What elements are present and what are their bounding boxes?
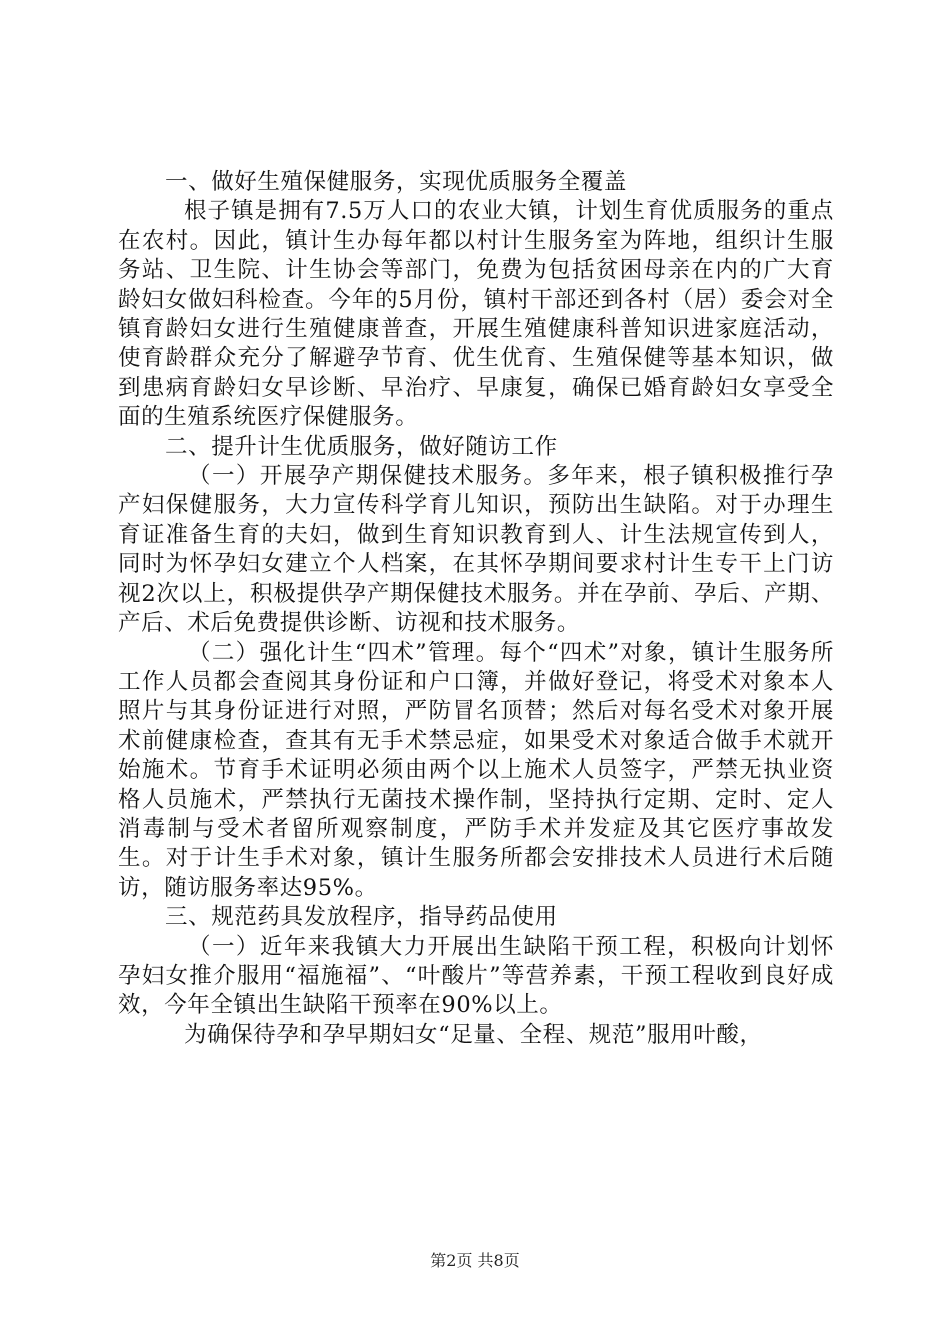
body-paragraph-5: 为确保待孕和孕早期妇女“足量、全程、规范”服用叶酸，: [184, 1021, 763, 1048]
section-heading-3: 三、规范药具发放程序，指导药品使用: [165, 904, 558, 931]
section-heading-1: 一、做好生殖保健服务，实现优质服务全覆盖: [165, 169, 628, 195]
body-paragraph-1: 根子镇是拥有7.5万人口的农业大镇，计划生育优质服务的重点在农村。因此，镇计生办每年都以村计生服务室为阵地，组织计生服务站、卫生院、计生协会等部门，免费为包括贫困母亲在内的广大育龄妇女做妇科检查。今年的5月份，镇村干部还到各村（居）委会对全镇育龄妇女进行生殖健康普查，开展生殖健康科普知识进家庭活动，使育龄群众充分了解避孕节育、优生优育、生殖保健等基本知识，做到患病育龄妇女早诊断、早治疗、早康复，确保已婚育龄妇女享受全面的生殖系统医疗保健服务。: [118, 198, 834, 431]
document-body: [118, 168, 834, 1050]
body-paragraph-2: （一）开展孕产期保健技术服务。多年来，根子镇积极推行孕产妇保健服务，大力宣传科学育儿知识，预防出生缺陷。对于办理生育证准备生育的夫妇，做到生育知识教育到人、计生法规宣传到人，同时为怀孕妇女建立个人档案，在其怀孕期间要求村计生专干上门访视2次以上，积极提供孕产期保健技术服务。并在孕前、孕后、产期、产后、术后免费提供诊断、访视和技术服务。: [118, 463, 834, 637]
page-number-footer: 第2页 共8页: [430, 1251, 520, 1270]
body-paragraph-3: （二）强化计生“四术”管理。每个“四术”对象，镇计生服务所工作人员都会查阅其身份证和户口簿，并做好登记，将受术对象本人照片与其身份证进行对照，严防冒名顶替；然后对每名受术对象开展术前健康检查，查其有无手术禁忌症，如果受术对象适合做手术就开始施术。节育手术证明必须由两个以上施术人员签字，严禁无执业资格人员施术，严禁执行无菌技术操作制，坚持执行定期、定时、定人消毒制与受术者留所观察制度，严防手术并发症及其它医疗事故发生。对于计生手术对象，镇计生服务所都会安排技术人员进行术后随访，随访服务率达95%。: [118, 639, 834, 901]
body-paragraph-4: （一）近年来我镇大力开展出生缺陷干预工程，积极向计划怀孕妇女推介服用“福施福”、“叶酸片”等营养素，干预工程收到良好成效，今年全镇出生缺陷干预率在90%以上。: [118, 933, 834, 1019]
section-heading-2: 二、提升计生优质服务，做好随访工作: [165, 433, 558, 460]
